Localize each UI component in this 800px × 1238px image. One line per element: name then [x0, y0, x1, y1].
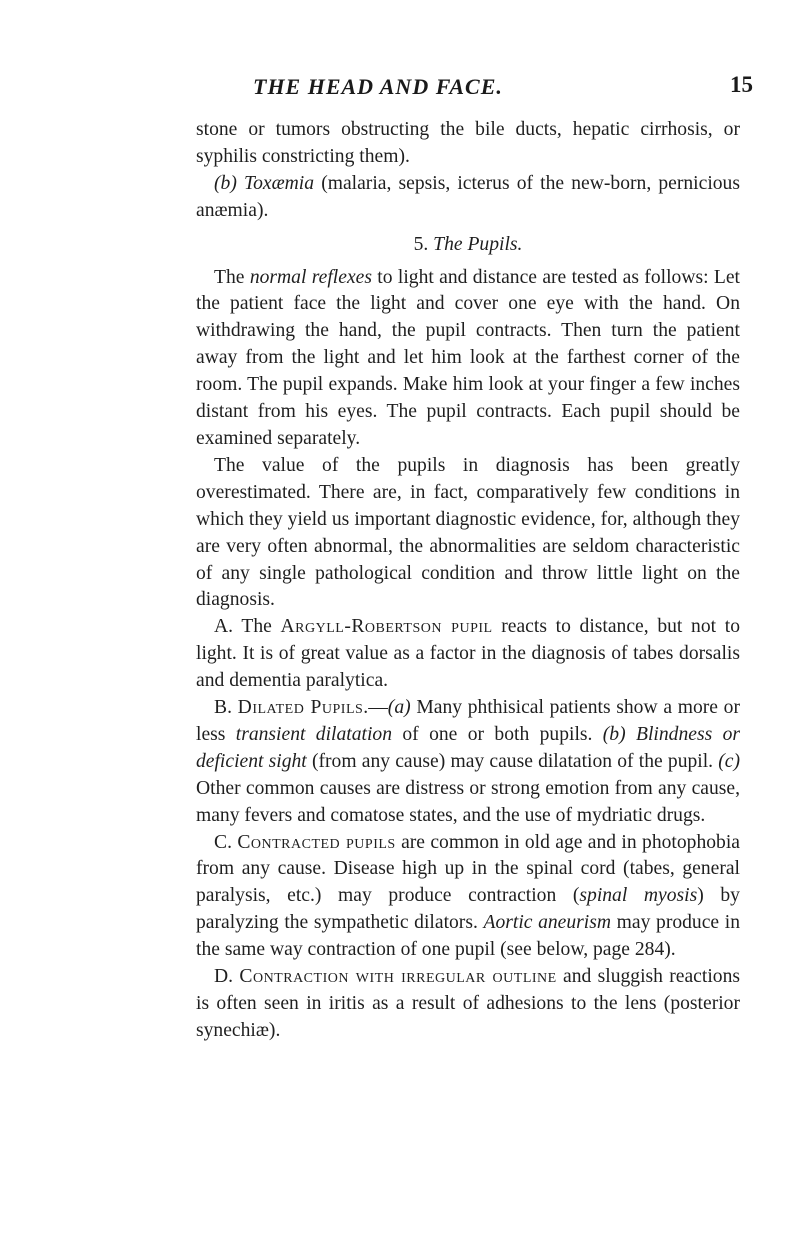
heading-argyll-robertson: Argyll-Robertson pupil: [280, 616, 493, 638]
item-letter-a: A.: [214, 616, 234, 638]
dilated-b-post: (from any cause) may cause dilatation of the pupil.: [306, 750, 719, 772]
paragraph-dilated-pupils: [196, 695, 740, 830]
paragraph-argyll-robertson: [196, 614, 740, 695]
heading-irregular-outline: Contraction with irregular outline: [239, 966, 557, 988]
heading-contracted-pupils: Contracted pupils: [237, 831, 396, 853]
label-a: (a): [387, 697, 411, 719]
label-c: (c): [718, 750, 741, 772]
term-normal-reflexes: normal reflexes: [249, 266, 372, 288]
reflex-pre: The: [214, 266, 250, 288]
label-b2: (b): [602, 723, 626, 745]
term-blindness: Blindness or deficient sight: [196, 723, 740, 772]
label-b: (b): [214, 172, 237, 194]
paragraph-irregular-outline: [196, 964, 740, 1045]
contracted-mid: ) by paralyzing the sympathetic dilators.: [196, 885, 740, 934]
toxaemia-text: (malaria, sepsis, icterus of the new-born, pernicious anæmia).: [196, 172, 740, 221]
dilated-dash: .—: [363, 697, 388, 719]
paragraph-continuation: stone or tumors obstructing the bile ducts, hepatic cirrhosis, or syphilis constricting them).: [196, 119, 740, 167]
contracted-post: may produce in the same way contraction of one pupil (see below, page 284).: [196, 912, 740, 961]
paragraph-normal-reflexes: [196, 265, 740, 453]
irregular-text: and sluggish reactions is often seen in iritis as a result of adhesions to the lens (posterior synechiæ).: [196, 966, 740, 1041]
section-title: The Pupils.: [433, 233, 523, 255]
heading-dilated-pupils: Dilated Pupils: [237, 697, 364, 719]
term-toxaemia: Toxæmia: [244, 172, 315, 194]
contracted-pre: are common in old age and in photophobia from any cause. Disease high up in the spinal cord (tabes, general paralysis, etc.) may produce contraction (: [196, 831, 740, 907]
dilated-c-post: Other common causes are distress or strong emotion from any cause, many fevers and comatose states, and the use of mydriatic drugs.: [196, 777, 740, 826]
dilated-a-text: Many phthisical patients show a more or less: [196, 697, 740, 745]
item-letter-c: C.: [214, 831, 232, 853]
section-number: 5.: [413, 233, 429, 255]
paragraph-contracted-pupils: [196, 830, 740, 965]
argyll-pre: The: [233, 616, 281, 638]
term-aortic-aneurism: Aortic aneurism: [483, 912, 612, 934]
dilated-a-post: of one or both pupils.: [392, 723, 603, 745]
reflex-text: to light and distance are tested as follows: Let the patient face the light and cover one eye with the hand. On withdrawing the hand, the pupil contracts. Then turn the patient away from the light and let him look at the farthest corner of the room. The pupil expands. Make him look at your finger a few inches distant from his eyes. The pupil contracts. Each pupil should be examined separately.: [196, 266, 740, 449]
running-header: THE HEAD AND FACE.: [253, 74, 503, 99]
page-body: [196, 117, 740, 1045]
argyll-text: reacts to distance, but not to light. It is of great value as a factor in the diagnosis of tabes dorsalis and dementia paralytica.: [196, 616, 740, 692]
paragraph-value-of-pupils: The value of the pupils in diagnosis has been greatly overestimated. There are, in fact, comparatively few conditions in which they yield us important diagnostic evidence, for, although they are very often abnormal, the abnormalities are seldom characteristic of any single pathological condition and throw little light on the diagnosis.: [196, 454, 740, 611]
item-letter-d: D.: [214, 966, 234, 988]
term-transient-dilatation: transient dilatation: [235, 723, 393, 745]
paragraph-toxaemia: [196, 171, 740, 225]
section-heading: [196, 232, 740, 259]
term-spinal-myosis: spinal myosis: [579, 885, 698, 907]
item-letter-b: B.: [214, 697, 232, 719]
page-number: 15: [730, 72, 753, 97]
